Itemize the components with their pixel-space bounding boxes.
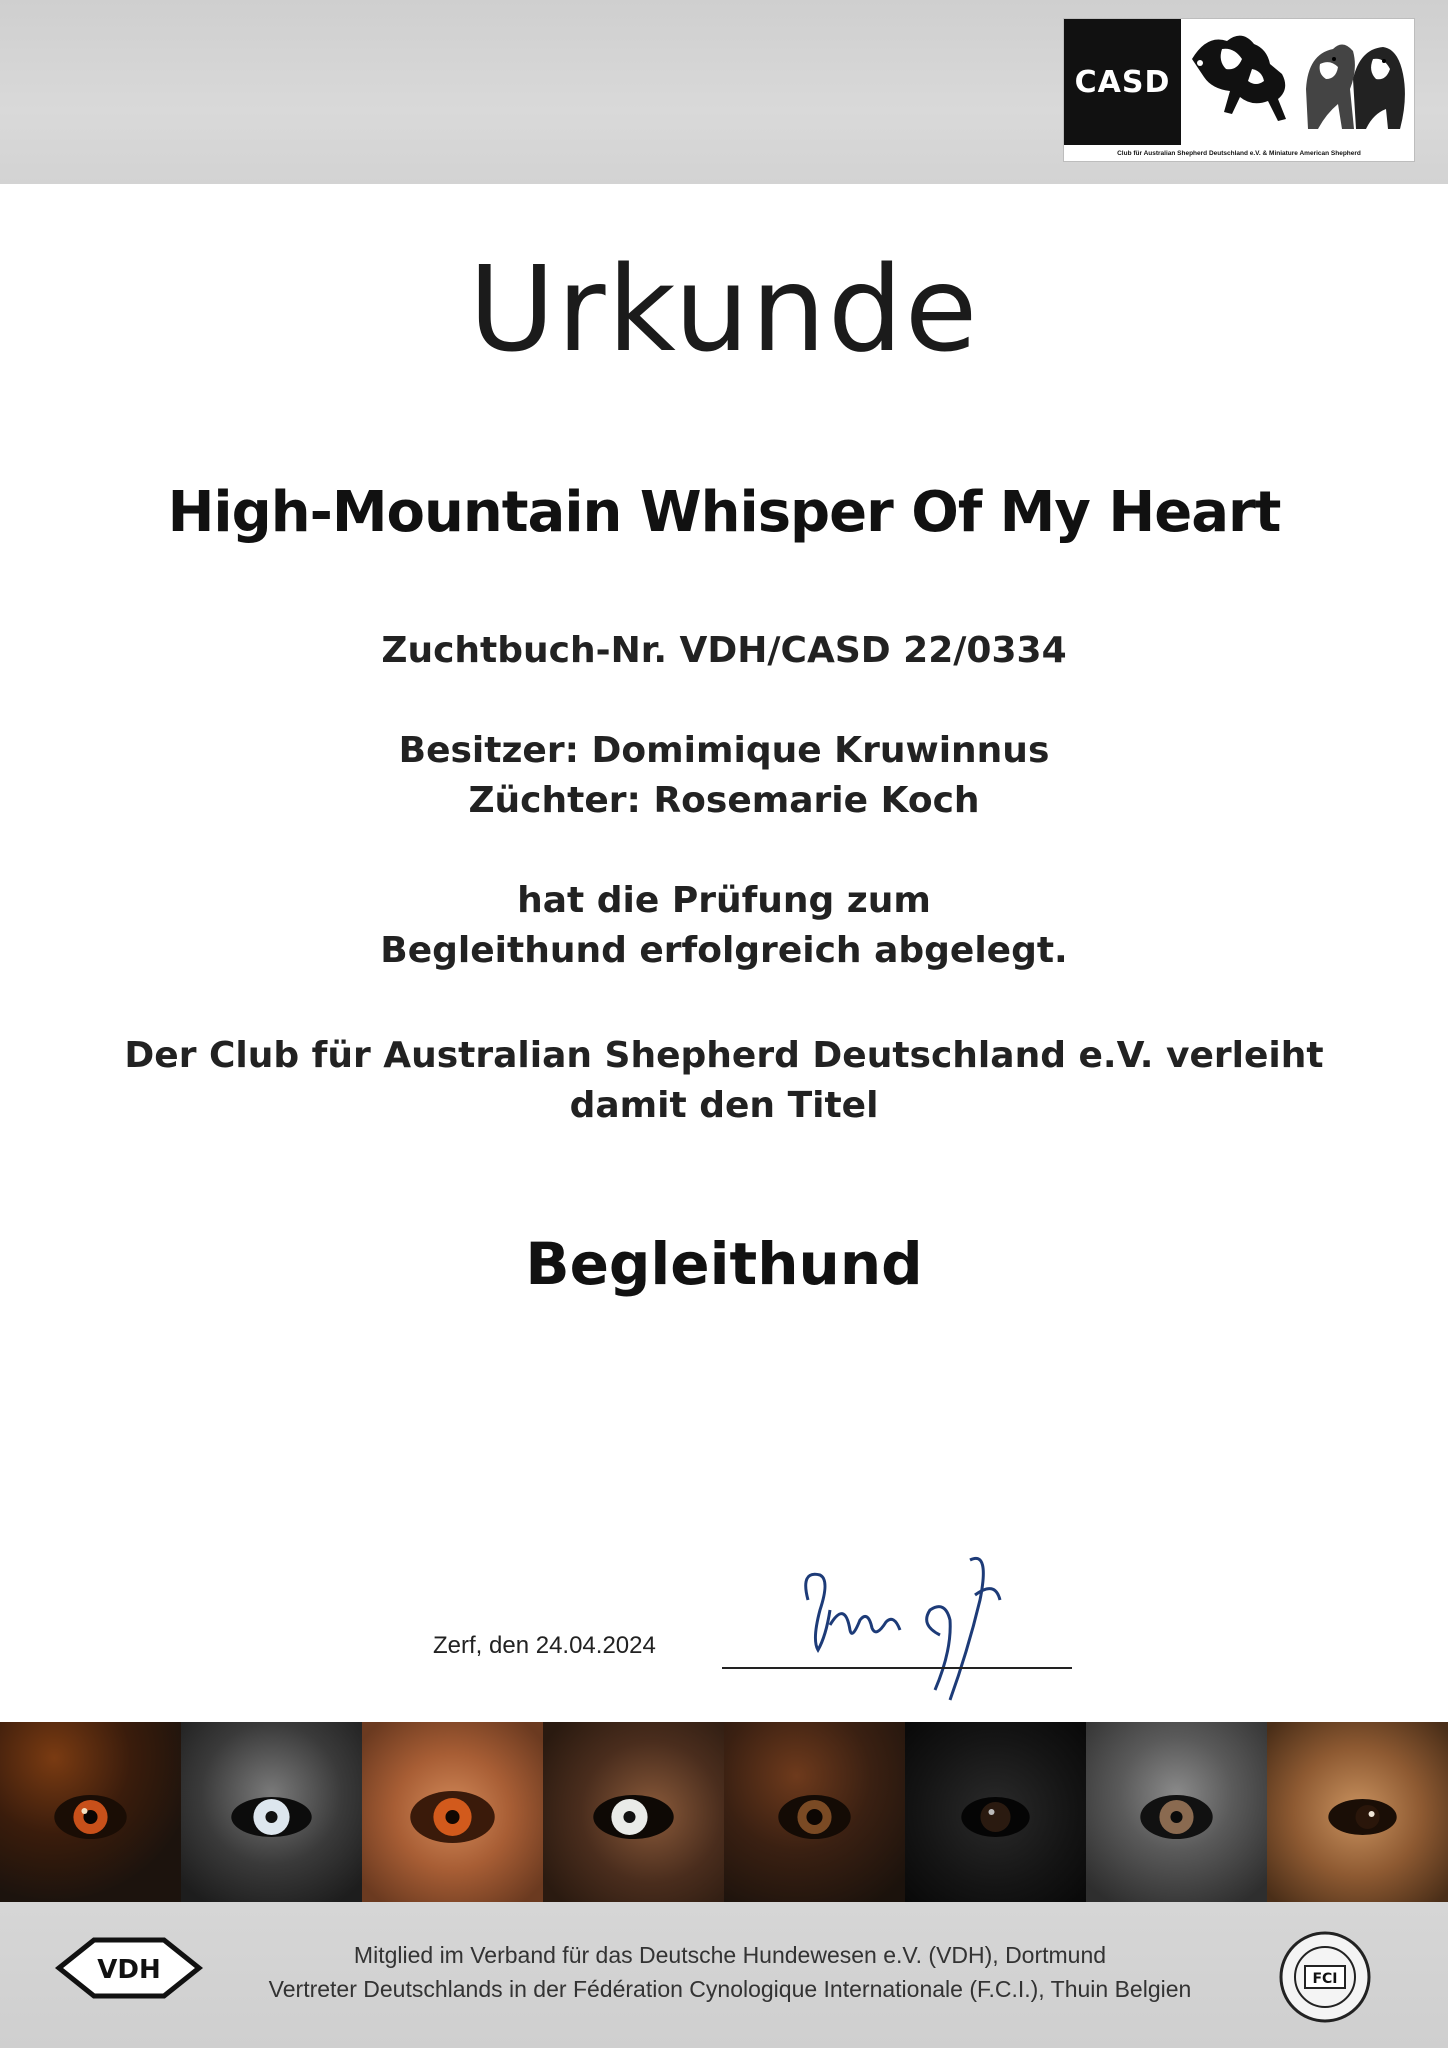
- dog-eye-photo: [181, 1722, 362, 1902]
- vdh-logo: [54, 1936, 204, 2000]
- signature: [790, 1540, 1050, 1710]
- fci-logo: [1278, 1930, 1372, 2024]
- vdh-logo-text: VDH: [97, 1955, 161, 1985]
- exam-line-1: hat die Prüfung zum: [517, 880, 931, 921]
- jumping-dog-icon: [1182, 19, 1297, 145]
- owner: Besitzer: Domimique Kruwinnus: [398, 730, 1050, 771]
- fci-logo-text: FCI: [1312, 1971, 1338, 1987]
- sitting-dogs-icon: [1298, 19, 1413, 145]
- casd-logo: [1063, 18, 1415, 162]
- club-line-1: Der Club für Australian Shepherd Deutschland e.V. verleiht: [124, 1035, 1324, 1076]
- studbook-number: Zuchtbuch-Nr. VDH/CASD 22/0334: [381, 630, 1067, 671]
- place-date: Zerf, den 24.04.2024: [433, 1632, 656, 1659]
- dog-eye-photo: [543, 1722, 724, 1902]
- dog-eye-photo: [0, 1722, 181, 1902]
- dog-eyes-strip: [0, 1722, 1448, 1902]
- signature-line: [722, 1667, 1072, 1669]
- footer-band: [0, 1902, 1448, 2048]
- footer-line-2: Vertreter Deutschlands in der Fédération Cynologique Internationale (F.C.I.), Thuin Belgien: [268, 1976, 1192, 2002]
- certificate-title: Urkunde: [468, 240, 980, 378]
- casd-logo-caption: Club für Australian Shepherd Deutschland e.V. & Miniature American Shepherd: [1117, 150, 1361, 157]
- club-line-2: damit den Titel: [569, 1085, 879, 1126]
- breeder: Züchter: Rosemarie Koch: [468, 780, 980, 821]
- exam-line-2: Begleithund erfolgreich abgelegt.: [380, 930, 1068, 971]
- footer-line-1: Mitglied im Verband für das Deutsche Hundewesen e.V. (VDH), Dortmund: [353, 1942, 1107, 1968]
- casd-logo-text: CASD: [1064, 19, 1181, 145]
- header-band: [0, 0, 1448, 184]
- dog-eye-photo: [1086, 1722, 1267, 1902]
- dog-name: High-Mountain Whisper Of My Heart: [167, 480, 1281, 545]
- dog-eye-photo: [724, 1722, 905, 1902]
- dog-eye-photo: [1267, 1722, 1448, 1902]
- dog-eye-photo: [362, 1722, 543, 1902]
- awarded-title: Begleithund: [525, 1230, 923, 1298]
- dog-eye-photo: [905, 1722, 1086, 1902]
